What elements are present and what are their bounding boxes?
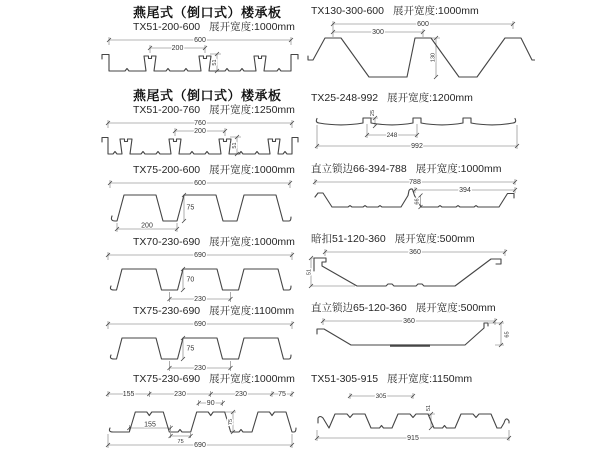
section-heading: [133, 164, 300, 177]
model-label: TX130-300-600: [311, 5, 384, 17]
profile-outline: [110, 269, 291, 290]
section-tx51-200-760: [100, 88, 300, 163]
section-tx75-200-600: [100, 164, 300, 235]
profile-outline: [308, 38, 535, 77]
profile-outline: [111, 195, 291, 221]
model-label: TX51-200-600: [133, 21, 201, 33]
dim-ticks: [106, 253, 294, 304]
dim-top2: 230: [174, 391, 186, 399]
profile-drawing-concealed-clip-pan: [305, 246, 535, 294]
dim-height: 75: [228, 418, 234, 426]
profile-drawing-deep-trapezoid: [305, 18, 535, 82]
dim-mid: 90: [206, 400, 215, 408]
dim-pitch: 200: [171, 45, 184, 53]
dim-top1: 155: [122, 391, 135, 399]
model-label: TX75-230-690: [133, 305, 201, 317]
dim-height: 51: [426, 404, 432, 412]
dim-height: 75: [186, 345, 195, 353]
section-heading: [133, 373, 300, 386]
dim-overall: 690: [194, 442, 206, 450]
dim-pitch: 300: [372, 29, 384, 37]
section-heading: [311, 233, 535, 246]
profile-outline: [109, 412, 296, 432]
section-heading: [133, 305, 300, 318]
dim-extension-lines: [311, 249, 505, 286]
profile-outline: [316, 118, 515, 125]
dim-height: 51: [212, 59, 218, 66]
dim-pitch: 230: [194, 296, 206, 304]
section-heading: [311, 373, 535, 386]
model-label: TX75-200-600: [133, 164, 201, 176]
dim-top4: 75: [278, 391, 286, 399]
model-label: TX51-200-760: [133, 104, 201, 116]
section-tx70-230-690: [100, 236, 300, 305]
section-title: 燕尾式（倒口式）楼承板: [133, 88, 282, 103]
model-label: TX51-305-915: [311, 373, 379, 385]
section-heading: [311, 302, 535, 315]
dim-extension-lines: [108, 391, 292, 448]
dim-pitch: 394: [459, 187, 471, 195]
dim-height: 75: [186, 204, 195, 212]
dim-overall: 690: [194, 321, 206, 329]
section-tx25-248-992: [305, 92, 535, 153]
section-heading: [311, 92, 535, 105]
dim-pitch: 200: [194, 128, 206, 136]
dim-ticks: [106, 392, 294, 450]
spec-label: 展开宽度:1200mm: [387, 92, 473, 104]
profile-outline: [317, 323, 488, 345]
spec-label: 展开宽度:1000mm: [209, 373, 295, 385]
section-heading: [311, 163, 535, 176]
dim-inner: 155: [144, 421, 156, 429]
section-tx75-230-690-1000: [100, 373, 300, 450]
dim-extension-lines: [110, 180, 290, 232]
profile-outline: [102, 138, 298, 155]
dim-pitch: 305: [375, 393, 387, 401]
section-heading: [133, 236, 300, 249]
profile-drawing-trapezoid-600: [100, 177, 300, 235]
spec-label: 展开宽度:1000mm: [209, 21, 295, 33]
dim-overall: 915: [407, 435, 419, 443]
dim-ticks: [108, 181, 292, 231]
spec-label: 展开宽度:1000mm: [392, 5, 479, 17]
profile-drawing-notched-trapezoid: [305, 386, 535, 446]
dim-overall: 600: [194, 37, 206, 45]
model-label: 直立锁边66-394-788: [311, 163, 407, 175]
profile-outline: [314, 258, 501, 286]
section-standing-seam-66-394-788: [305, 163, 535, 218]
dim-height: 51: [306, 268, 313, 276]
section-tx75-230-690-1100: [100, 305, 300, 374]
dim-height: 70: [186, 276, 195, 284]
dim-overall: 600: [194, 180, 206, 188]
profile-drawing-trapezoid-690c: [100, 386, 300, 450]
model-label: TX75-230-690: [133, 373, 201, 385]
model-label: TX70-230-690: [133, 236, 201, 248]
section-tx51-305-915: [305, 373, 535, 446]
dim-overall: 992: [411, 143, 423, 151]
dim-bottom-small: 75: [177, 439, 184, 445]
dim-overall: 760: [194, 120, 206, 128]
spec-label: 展开宽度:1150mm: [387, 373, 473, 385]
profile-drawing-trapezoid-690b: [100, 318, 300, 374]
spec-label: 展开宽度:1000mm: [209, 236, 295, 248]
dim-extension-lines: [108, 252, 292, 302]
section-heading: [311, 5, 535, 18]
dim-pitch: 230: [194, 365, 206, 373]
dim-extension-lines: [108, 321, 292, 371]
section-heading: [133, 104, 300, 117]
model-label: TX25-248-992: [311, 92, 379, 104]
dim-ticks: [106, 322, 294, 373]
section-standing-seam-65-120-360: [305, 302, 535, 355]
spec-label: 展开宽度:1100mm: [209, 305, 295, 317]
profile-drawing-standing-seam-pans: [305, 176, 535, 218]
section-tx130-300-600: [305, 5, 535, 82]
dim-height: 65: [504, 331, 511, 338]
spec-label: 展开宽度:500mm: [415, 302, 496, 314]
dim-extension-lines: [333, 21, 513, 77]
spec-label: 展开宽度:1000mm: [415, 163, 502, 175]
spec-label: 展开宽度:1250mm: [209, 104, 295, 116]
dim-overall: 360: [403, 318, 415, 326]
dim-overall: 600: [417, 21, 429, 29]
profile-outline: [318, 414, 509, 428]
dim-overall: 690: [194, 252, 206, 260]
dim-overall: 360: [409, 249, 421, 257]
section-title: 燕尾式（倒口式）楼承板: [133, 5, 282, 20]
profile-drawing-wave-sheet: [305, 105, 535, 153]
dim-top3: 230: [235, 391, 247, 399]
section-heading: [133, 21, 300, 34]
dim-height: 130: [430, 52, 437, 63]
dim-overall: 788: [409, 179, 421, 187]
profile-drawing-dovetail-760: [100, 117, 300, 163]
model-label: 暗扣51-120-360: [311, 233, 386, 245]
spec-label: 展开宽度:500mm: [394, 233, 475, 245]
profile-drawing-trapezoid-690a: [100, 249, 300, 305]
model-label: 直立锁边65-120-360: [311, 302, 407, 314]
dim-pitch: 200: [141, 222, 153, 230]
profile-drawing-dovetail-600: [100, 34, 300, 80]
profile-outline: [102, 55, 298, 72]
section-concealed-clip-51-120-360: [305, 233, 535, 294]
profile-outline: [110, 338, 291, 359]
dim-pitch: 248: [386, 132, 398, 140]
dim-height: 51: [232, 142, 238, 149]
section-tx51-200-600: [100, 5, 300, 80]
dim-height: 25: [370, 109, 376, 117]
spec-label: 展开宽度:1000mm: [209, 164, 295, 176]
dim-height: 66: [414, 198, 421, 205]
profile-drawing-standing-seam-tray: [305, 315, 535, 355]
